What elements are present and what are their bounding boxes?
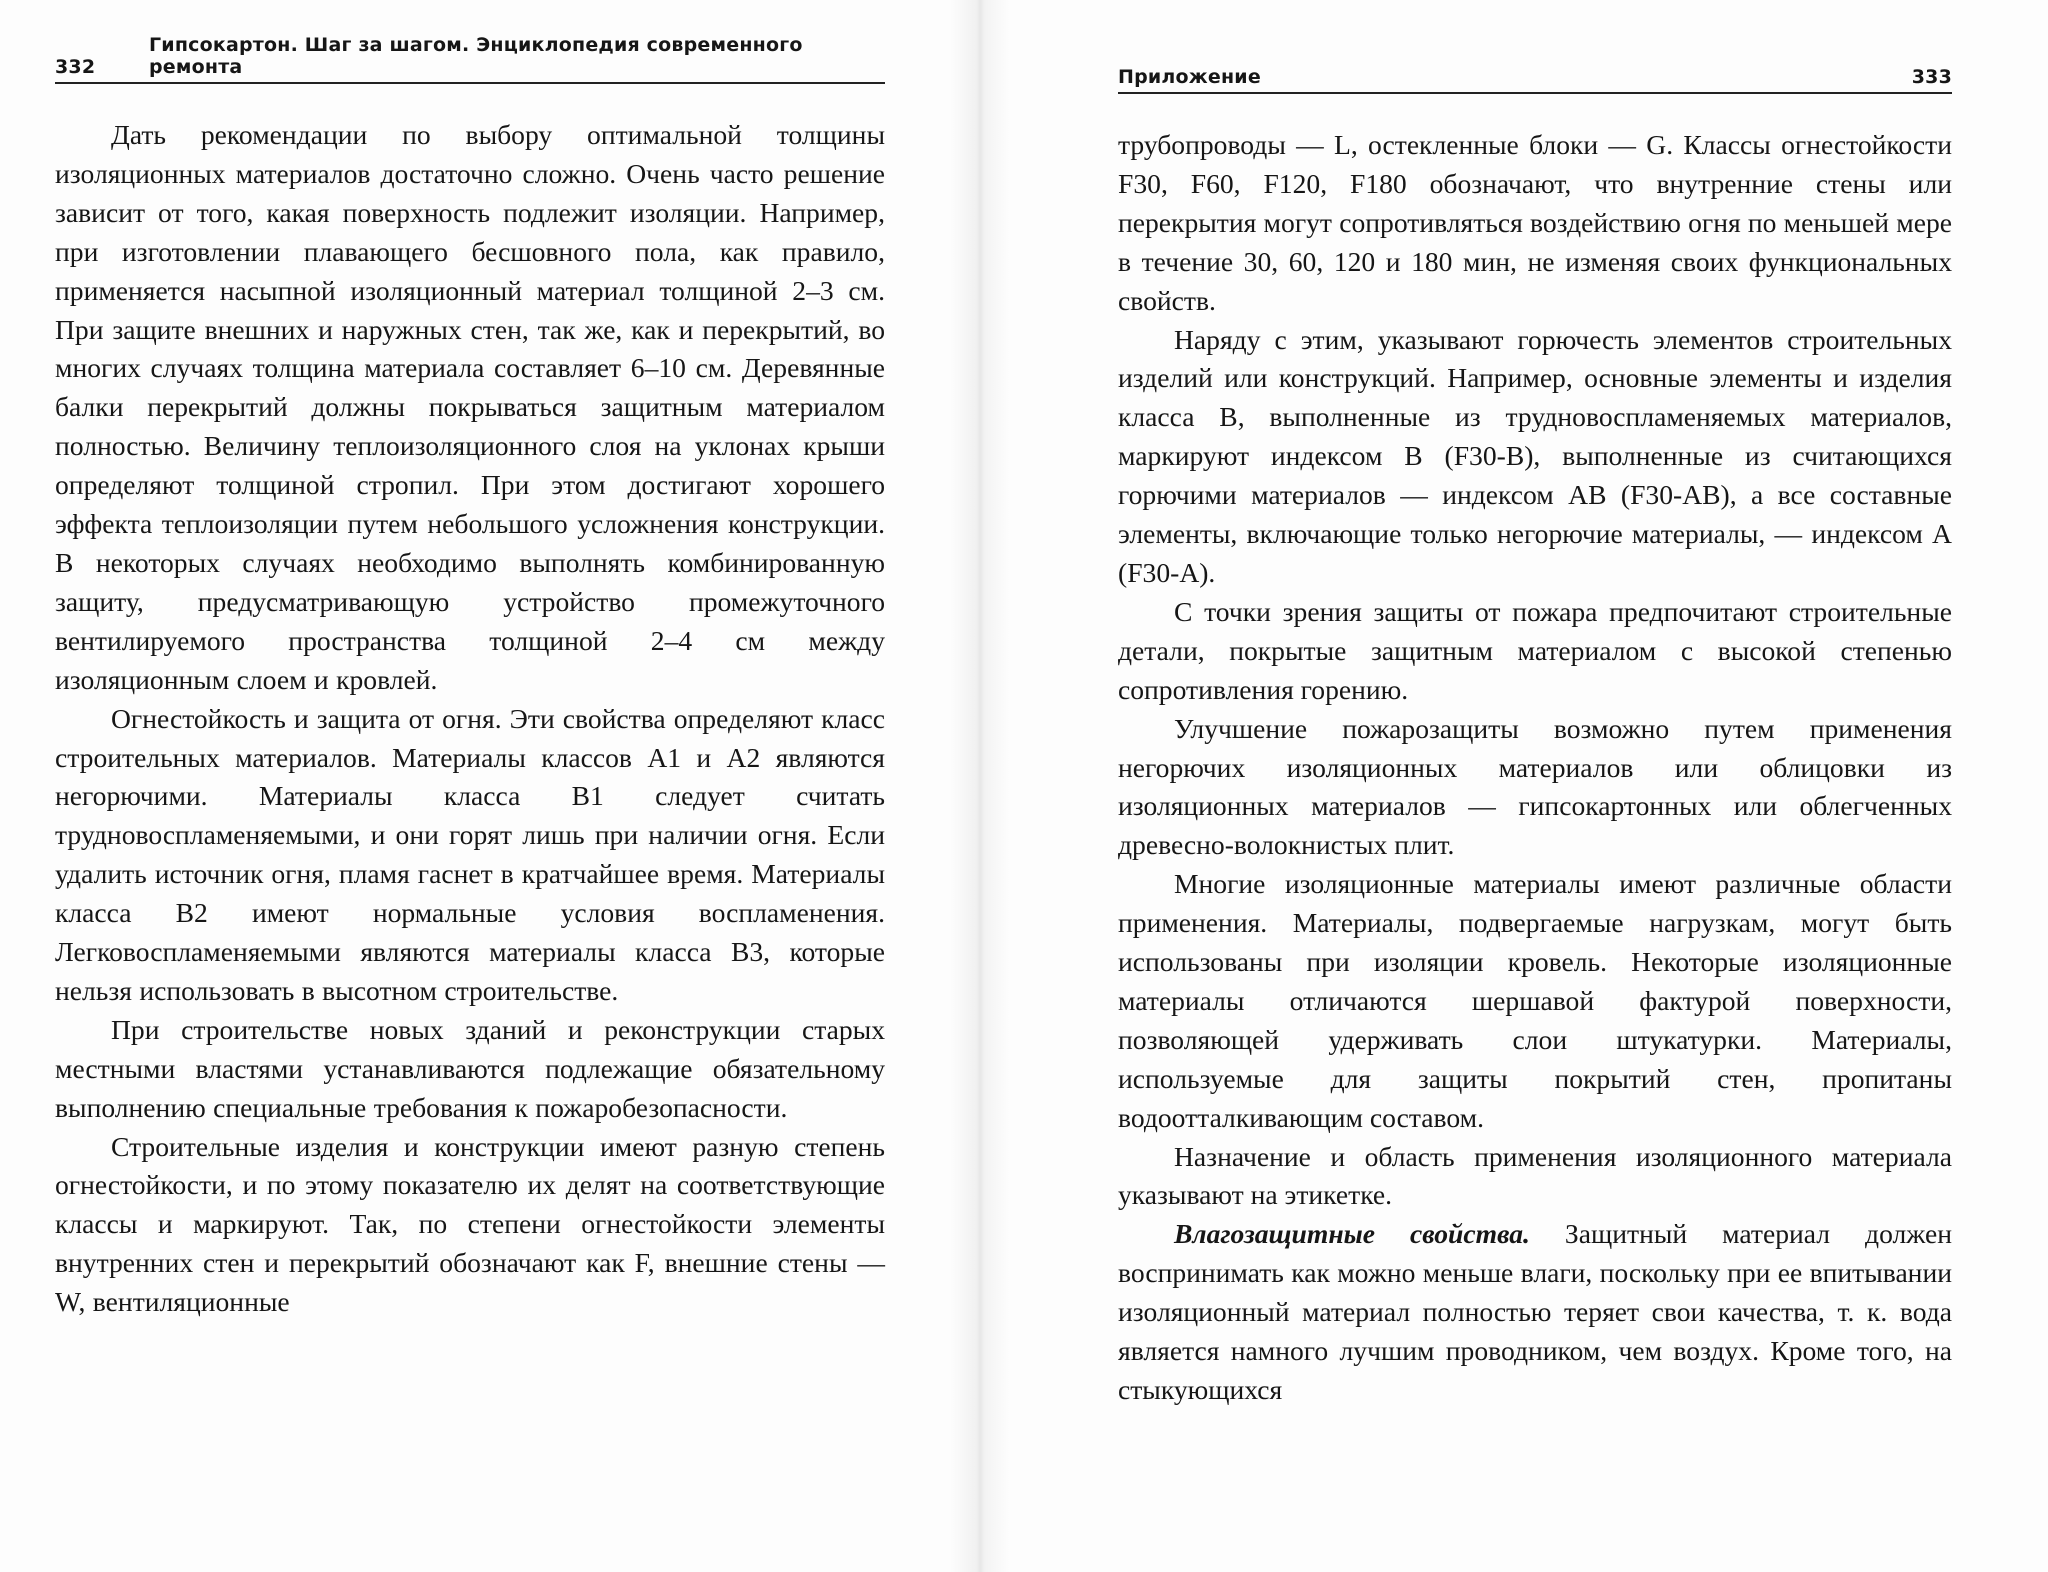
paragraph: трубопроводы — L, остекленные блоки — G. Классы огнестойкости F30, F60, F120, F180 обозначают, что внутренние стены или перекрытия могут сопротивляться воздействию огня по меньшей мере в течение 30, 60, 120 и 180 мин, не изменяя своих функциональных свойств. <box>1118 129 1952 316</box>
paragraph: Улучшение пожарозащиты возможно путем применения негорючих изоляционных материалов или облицовки из изоляционных материалов — гипсокартонных или облегченных древесно-волокнистых плит. <box>1118 712 1952 861</box>
paragraph <box>1118 1215 1952 1410</box>
running-title-right: Приложение <box>1118 66 1261 88</box>
paragraph: С точки зрения защиты от пожара предпочитают строительные детали, покрытые защитным материалом с высокой степенью сопротивления горению. <box>1118 595 1952 705</box>
page-number-left: 332 <box>55 56 96 78</box>
left-page-body <box>55 116 885 1322</box>
book-gutter <box>950 0 1010 1572</box>
paragraph: Многие изоляционные материалы имеют различные области применения. Материалы, подвергаемые нагрузкам, могут быть использованы при изоляции кровель. Некоторые изоляционные материалы отличаются шершавой фактурой поверхности, позволяющей удерживать слои штукатурки. Материалы, используемые для защиты покрытий стен, пропитаны водоотталкивающим составом. <box>1118 868 1952 1133</box>
paragraph: Огнестойкость и защита от огня. Эти свойства определяют класс строительных материалов. Материалы классов А1 и А2 являются негорючими. Материалы класса В1 следует считать трудновоспламеняемыми, и они горят лишь при наличии огня. Если удалить источник огня, пламя гаснет в кратчайшее время. Материалы класса В2 имеют нормальные условия воспламенения. Легковоспламеняемыми являются материалы класса В3, которые нельзя использовать в высотном строительстве. <box>55 702 885 1006</box>
left-page <box>55 0 885 1572</box>
running-title-left: Гипсокартон. Шаг за шагом. Энциклопедия современного ремонта <box>149 34 803 78</box>
paragraph-text: Защитный материал должен воспринимать как можно меньше влаги, поскольку при ее впитывании изоляционный материал полностью теряет свои качества, т. к. вода является намного лучшим проводником, чем воздух. Кроме того, на стыкующихся <box>1118 1218 1952 1405</box>
section-term: Влагозащитные свойства. <box>1174 1218 1530 1250</box>
running-head-left <box>55 34 885 84</box>
running-head-right <box>1118 58 1952 94</box>
paragraph: Назначение и область применения изоляционного материала указывают на этикетке. <box>1118 1140 1952 1211</box>
paragraph: Наряду с этим, указывают горючесть элементов строительных изделий или конструкций. Например, основные элементы и изделия класса В, выполненные из трудновоспламеняемых материалов, маркируют индексом В (F30-В), выполненные из считающихся горючими материалов — индексом АВ (F30-АВ), а все составные элементы, включающие только негорючие материалы, — индексом А (F30-А). <box>1118 323 1952 588</box>
right-page-body <box>1118 126 1952 1410</box>
paragraph: При строительстве новых зданий и реконструкции старых местными властями устанавливаются подлежащие обязательному выполнению специальные требования к пожаробезопасности. <box>55 1013 885 1123</box>
right-page <box>1118 0 1952 1572</box>
paragraph: Дать рекомендации по выбору оптимальной толщины изоляционных материалов достаточно сложно. Очень часто решение зависит от того, какая поверхность подлежит изоляции. Например, при изготовлении плавающего бесшовного пола, как правило, применяется насыпной изоляционный материал толщиной 2–3 см. При защите внешних и наружных стен, так же, как и перекрытий, во многих случаях толщина материала составляет 6–10 см. Деревянные балки перекрытий должны покрываться защитным материалом полностью. Величину теплоизоляционного слоя на уклонах крыши определяют толщиной стропил. При этом достигают хорошего эффекта теплоизоляции путем небольшого усложнения конструкции. В некоторых случаях необходимо выполнять комбинированную защиту, предусматривающую устройство промежуточного вентилируемого пространства толщиной 2–4 см между изоляционным слоем и кровлей. <box>55 119 885 695</box>
paragraph: Строительные изделия и конструкции имеют разную степень огнестойкости, и по этому показателю их делят на соответствующие классы и маркируют. Так, по степени огнестойкости элементы внутренних стен и перекрытий обозначают как F, внешние стены — W, вентиляционные <box>55 1130 885 1318</box>
page-number-right: 333 <box>1911 66 1952 88</box>
